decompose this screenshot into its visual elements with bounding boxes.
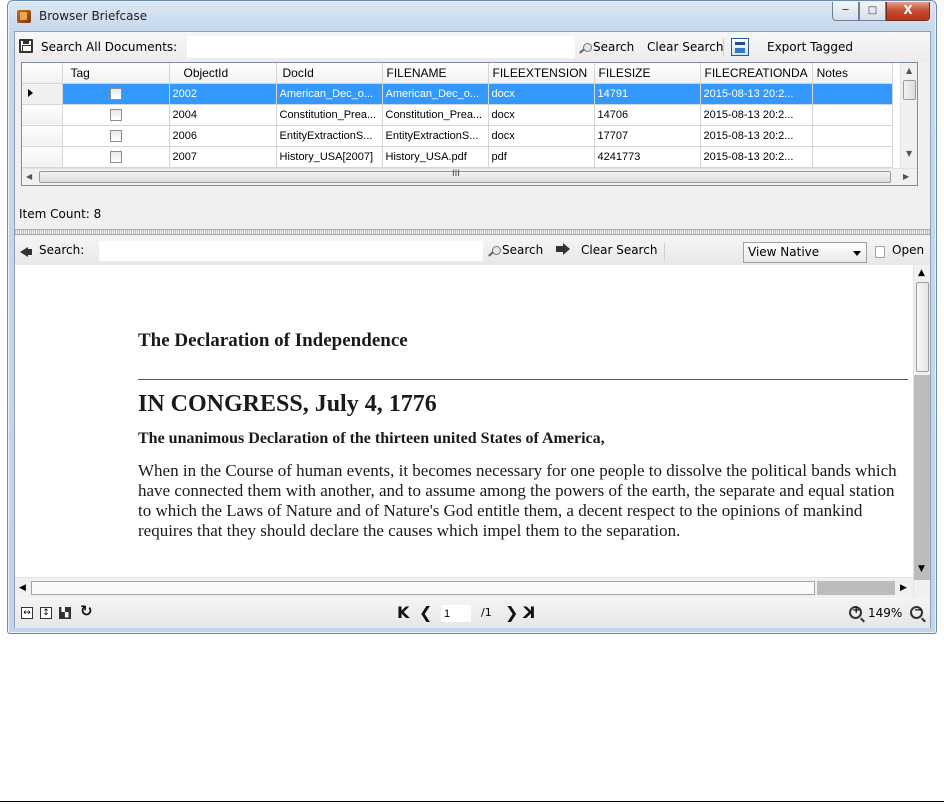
column-header-filename[interactable]: FILENAME [382,63,488,83]
document-viewer[interactable] [15,265,930,598]
tag-cell[interactable] [62,146,169,167]
save-icon[interactable] [19,39,33,53]
filecreationdate-cell[interactable]: 2015-08-13 20:2... [700,83,812,104]
filesize-cell[interactable]: 17707 [594,125,700,146]
close-button[interactable]: X [886,2,930,21]
rotate-icon[interactable]: ↻ [80,602,93,620]
tag-checkbox[interactable] [110,109,122,121]
first-page-button[interactable]: K [397,603,410,622]
toolbar-separator [664,243,665,261]
view-mode-select[interactable] [743,242,867,263]
notes-cell[interactable] [812,104,892,125]
objectid-cell[interactable]: 2004 [169,104,276,125]
filecreationdate-cell[interactable]: 2015-08-13 20:2... [700,146,812,167]
page-total: /1 [481,606,492,619]
current-row-icon [28,89,33,97]
title-bar[interactable] [8,1,936,31]
docid-cell[interactable]: Constitution_Prea... [276,104,382,125]
notes-cell[interactable] [812,83,892,104]
search-icon [578,43,592,53]
search-all-input[interactable] [187,36,575,58]
export-icon[interactable] [731,38,749,56]
documents-table [22,63,893,168]
tag-checkbox[interactable] [110,151,122,163]
table-row[interactable] [22,104,892,125]
column-header-filesize[interactable]: FILESIZE [594,63,700,83]
scroll-down-icon[interactable]: ▼ [918,564,925,574]
filename-cell[interactable]: History_USA.pdf [382,146,488,167]
fileextension-cell[interactable]: docx [488,125,594,146]
column-header-fileextension[interactable]: FILEEXTENSION [488,63,594,83]
table-row[interactable] [22,125,892,146]
page-bottom-border [0,801,944,802]
document-body: When in the Course of human events, it becomes necessary for one people to dissolve the political bands which have connected them with another, and to assume among the powers of the earth, the separate and equal station to which the Laws of Nature and of Nature's God entitle them, a decent respect to the opinions of mankind requires that they should declare the causes which impel them to the separation. [138,461,897,540]
viewer-navigation-toolbar [15,598,930,628]
scroll-down-icon[interactable]: ▼ [906,149,913,158]
objectid-cell[interactable]: 2002 [169,83,276,104]
row-header-corner [22,63,62,83]
tag-cell[interactable] [62,83,169,104]
fit-height-icon[interactable]: ↕ [40,607,52,619]
open-button[interactable]: Open [892,243,925,257]
zoom-in-icon[interactable] [849,606,862,619]
column-header-filecreationdate[interactable]: FILECREATIONDA [700,63,812,83]
zoom-out-icon[interactable] [910,606,923,619]
filecreationdate-cell[interactable]: 2015-08-13 20:2... [700,125,812,146]
row-header[interactable] [22,146,62,167]
viewer-search-input[interactable] [99,241,483,261]
panel-splitter[interactable] [15,229,930,235]
column-header-tag[interactable]: Tag [62,63,169,83]
viewer-vertical-scroll-thumb[interactable] [916,282,929,372]
two-page-icon[interactable]: ▚ [59,607,71,619]
scroll-up-icon[interactable]: ▲ [906,66,913,75]
next-page-button[interactable]: ❯ [505,603,519,622]
zoom-level: 149% [868,606,903,620]
viewer-vertical-scroll-track[interactable] [914,375,930,580]
document-title: The Declaration of Independence [138,330,408,351]
export-tagged-button[interactable]: Export Tagged [767,40,854,54]
document-search-toolbar [15,32,930,62]
documents-grid [21,62,918,186]
tag-cell[interactable] [62,125,169,146]
filecreationdate-cell[interactable]: 2015-08-13 20:2... [700,104,812,125]
row-header[interactable] [22,125,62,146]
forward-arrow-icon[interactable] [556,246,563,252]
viewer-clear-search-button[interactable]: Clear Search [581,243,658,257]
previous-page-button[interactable]: ❮ [419,603,433,622]
table-row[interactable] [22,146,892,167]
table-row[interactable] [22,83,892,104]
grid-vertical-scroll-thumb[interactable] [903,80,916,100]
fileextension-cell[interactable]: pdf [488,146,594,167]
maximize-button[interactable]: □ [859,2,886,21]
docid-cell[interactable]: American_Dec_o... [276,83,382,104]
item-count: Item Count: 8 [19,207,102,221]
minimize-button[interactable]: ─ [832,2,859,21]
clear-search-button[interactable]: Clear Search [647,40,724,54]
search-button[interactable] [578,40,634,54]
page-number-input[interactable] [441,605,471,622]
viewer-search-button[interactable] [487,243,543,257]
window-title: Browser Briefcase [39,9,148,23]
fileextension-cell[interactable]: docx [488,83,594,104]
search-all-label: Search All Documents: [41,40,178,54]
filesize-cell[interactable]: 4241773 [594,146,700,167]
notes-cell[interactable] [812,125,892,146]
filename-cell[interactable]: American_Dec_o... [382,83,488,104]
docid-cell[interactable]: History_USA[2007] [276,146,382,167]
window-controls [832,2,930,21]
row-header[interactable] [22,83,62,104]
search-button-label: Search [593,40,635,54]
scroll-up-icon[interactable]: ▲ [918,268,925,278]
scroll-left-icon[interactable]: ◀ [19,583,26,593]
viewer-horizontal-scrollbar[interactable] [15,577,913,598]
viewer-vertical-scrollbar[interactable] [913,265,930,598]
column-header-docid[interactable]: DocId [276,63,382,83]
notes-cell[interactable] [812,146,892,167]
chevron-down-icon [853,251,861,256]
viewer-search-label: Search: [39,243,85,257]
scroll-right-icon[interactable]: ▶ [903,172,910,181]
tag-checkbox[interactable] [110,88,122,100]
document-heading: IN CONGRESS, July 4, 1776 [138,391,437,417]
viewer-horizontal-scroll-track[interactable] [817,581,895,595]
filename-cell[interactable]: Constitution_Prea... [382,104,488,125]
tag-cell[interactable] [62,104,169,125]
scroll-grip-icon: III [452,169,460,179]
zoom-out-minus: − [914,605,923,616]
column-header-objectid[interactable]: ObjectId [169,63,276,83]
fit-width-icon[interactable]: ↔ [21,607,33,619]
document-divider [138,379,908,380]
app-window [7,0,937,634]
grid-horizontal-scrollbar[interactable] [22,168,917,185]
grid-vertical-scrollbar[interactable] [900,63,917,168]
briefcase-icon [17,10,31,23]
viewer-horizontal-scroll-thumb[interactable] [31,581,815,595]
grid-horizontal-scroll-thumb[interactable] [39,171,891,183]
scroll-right-icon[interactable]: ▶ [900,583,907,593]
open-file-icon[interactable] [875,246,885,258]
tag-checkbox[interactable] [110,130,122,142]
view-mode-value: View Native [748,245,820,259]
filesize-cell[interactable]: 14791 [594,83,700,104]
main-content [14,31,931,628]
search-icon [487,246,501,256]
fileextension-cell[interactable]: docx [488,104,594,125]
filename-cell[interactable]: EntityExtractionS... [382,125,488,146]
objectid-cell[interactable]: 2006 [169,125,276,146]
viewer-search-button-label: Search [502,243,544,257]
column-header-notes[interactable]: Notes [812,63,892,83]
document-subheading: The unanimous Declaration of the thirteen united States of America, [138,430,605,447]
toolbar-separator [723,38,724,56]
objectid-cell[interactable]: 2007 [169,146,276,167]
back-arrow-icon[interactable] [20,247,28,257]
table-header-row [22,63,892,83]
docid-cell[interactable]: EntityExtractionS... [276,125,382,146]
row-header[interactable] [22,104,62,125]
filesize-cell[interactable]: 14706 [594,104,700,125]
last-page-button[interactable]: K [523,603,536,622]
viewer-search-toolbar [15,237,930,265]
scroll-left-icon[interactable]: ◀ [26,172,33,181]
zoom-in-plus: + [852,605,861,616]
